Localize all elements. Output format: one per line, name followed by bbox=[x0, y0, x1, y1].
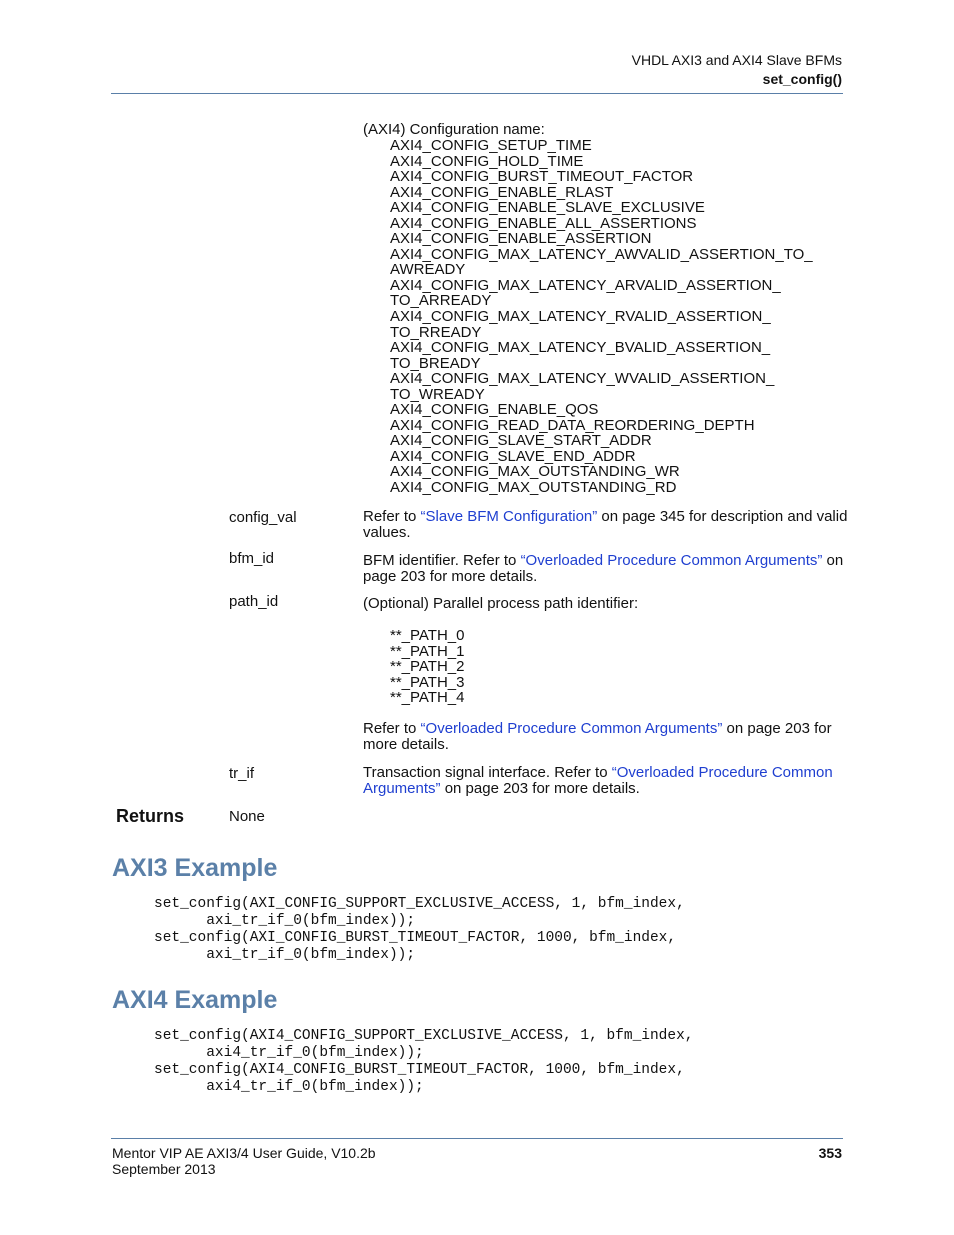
config-name-list bbox=[390, 138, 813, 496]
config-name-item: AXI4_CONFIG_MAX_LATENCY_RVALID_ASSERTION_ bbox=[390, 308, 771, 326]
config-name-item: AXI4_CONFIG_HOLD_TIME bbox=[390, 152, 584, 170]
desc-text: BFM identifier. Refer to bbox=[363, 552, 521, 569]
config-name-item: AXI4_CONFIG_ENABLE_SLAVE_EXCLUSIVE bbox=[390, 199, 705, 217]
slave-bfm-configuration-link[interactable]: “Slave BFM Configuration” bbox=[420, 508, 598, 525]
config-name-item: AXI4_CONFIG_BURST_TIMEOUT_FACTOR bbox=[390, 168, 694, 186]
param-bfm-id-name: bfm_id bbox=[229, 550, 275, 567]
param-path-id-desc bbox=[363, 721, 855, 752]
config-name-item: AXI4_CONFIG_MAX_OUTSTANDING_RD bbox=[390, 479, 677, 497]
desc-text: on page 203 for more details. bbox=[440, 779, 640, 797]
config-name-item: TO_BREADY bbox=[390, 354, 481, 372]
axi3-example-code: set_config(AXI_CONFIG_SUPPORT_EXCLUSIVE_ACCESS, 1, bfm_index, axi_tr_if_0(bfm_index)); set_config(AXI_CONFIG_BURST_TIMEOUT_FACTOR, 1000, bfm_index, axi_tr_if_0(bfm_index)); bbox=[154, 896, 685, 963]
param-config-val-desc bbox=[363, 509, 855, 540]
footer-rule bbox=[111, 1138, 843, 1139]
config-name-item: TO_WREADY bbox=[390, 385, 485, 403]
path-item: **_PATH_0 bbox=[390, 627, 465, 644]
page-number: 353 bbox=[818, 1145, 842, 1161]
header-rule bbox=[111, 93, 843, 94]
desc-text: Refer to bbox=[363, 720, 421, 737]
path-id-list bbox=[390, 628, 464, 706]
config-name-item: AXI4_CONFIG_MAX_LATENCY_AWVALID_ASSERTION_TO_ bbox=[390, 245, 813, 263]
axi3-example-heading: AXI3 Example bbox=[112, 854, 278, 882]
desc-text: on page 203 for more details. bbox=[363, 720, 832, 753]
param-config-val-name: config_val bbox=[229, 509, 297, 526]
returns-label: Returns bbox=[116, 806, 185, 826]
config-name-intro: (AXI4) Configuration name: bbox=[363, 121, 545, 138]
header-subtitle: set_config() bbox=[762, 71, 842, 87]
overloaded-procedure-link[interactable]: “Overloaded Procedure Common Arguments” bbox=[520, 552, 823, 569]
config-name-item: AXI4_CONFIG_SLAVE_END_ADDR bbox=[390, 447, 636, 465]
config-name-item: AXI4_CONFIG_ENABLE_ALL_ASSERTIONS bbox=[390, 214, 697, 232]
config-name-item: AWREADY bbox=[390, 261, 466, 279]
config-name-item: AXI4_CONFIG_MAX_OUTSTANDING_WR bbox=[390, 463, 680, 481]
path-item: **_PATH_1 bbox=[390, 642, 465, 660]
config-name-item: TO_ARREADY bbox=[390, 292, 492, 310]
config-name-item: AXI4_CONFIG_MAX_LATENCY_BVALID_ASSERTION_ bbox=[390, 339, 771, 357]
header-title: VHDL AXI3 and AXI4 Slave BFMs bbox=[631, 52, 842, 68]
path-item: **_PATH_3 bbox=[390, 673, 465, 691]
desc-text: on page 203 for more details. bbox=[363, 552, 844, 585]
returns-value: None bbox=[229, 808, 265, 825]
config-name-item: AXI4_CONFIG_MAX_LATENCY_ARVALID_ASSERTION_ bbox=[390, 276, 781, 294]
param-bfm-id-desc bbox=[363, 553, 855, 584]
param-path-id-name: path_id bbox=[229, 593, 279, 610]
param-tr-if-name: tr_if bbox=[229, 765, 255, 782]
desc-text: Refer to bbox=[363, 508, 421, 525]
axi4-example-heading: AXI4 Example bbox=[112, 986, 278, 1014]
config-name-item: AXI4_CONFIG_SETUP_TIME bbox=[390, 137, 592, 154]
desc-text: Transaction signal interface. Refer to bbox=[363, 764, 612, 781]
config-name-item: AXI4_CONFIG_MAX_LATENCY_WVALID_ASSERTION_ bbox=[390, 370, 775, 388]
param-path-id-intro: (Optional) Parallel process path identifier: bbox=[363, 595, 639, 612]
path-item: **_PATH_4 bbox=[390, 689, 465, 706]
param-tr-if-desc bbox=[363, 765, 855, 796]
footer-guide-title: Mentor VIP AE AXI3/4 User Guide, V10.2b bbox=[112, 1145, 376, 1161]
overloaded-procedure-link[interactable]: “Overloaded Procedure Common Arguments” bbox=[363, 764, 833, 797]
desc-text: on page 345 for description and valid values. bbox=[363, 508, 848, 541]
config-name-item: AXI4_CONFIG_ENABLE_QOS bbox=[390, 401, 599, 419]
config-name-item: AXI4_CONFIG_READ_DATA_REORDERING_DEPTH bbox=[390, 416, 755, 434]
config-name-item: AXI4_CONFIG_ENABLE_ASSERTION bbox=[390, 230, 652, 248]
config-name-item: AXI4_CONFIG_ENABLE_RLAST bbox=[390, 183, 614, 201]
overloaded-procedure-link[interactable]: “Overloaded Procedure Common Arguments” bbox=[420, 720, 723, 737]
path-item: **_PATH_2 bbox=[390, 658, 465, 675]
config-name-item: TO_RREADY bbox=[390, 323, 482, 341]
footer-date: September 2013 bbox=[112, 1161, 216, 1177]
axi4-example-code: set_config(AXI4_CONFIG_SUPPORT_EXCLUSIVE_ACCESS, 1, bfm_index, axi4_tr_if_0(bfm_index)); set_config(AXI4_CONFIG_BURST_TIMEOUT_FACTOR, 1000, bfm_index, axi4_tr_if_0(bfm_index)); bbox=[154, 1028, 694, 1095]
config-name-item: AXI4_CONFIG_SLAVE_START_ADDR bbox=[390, 432, 652, 450]
